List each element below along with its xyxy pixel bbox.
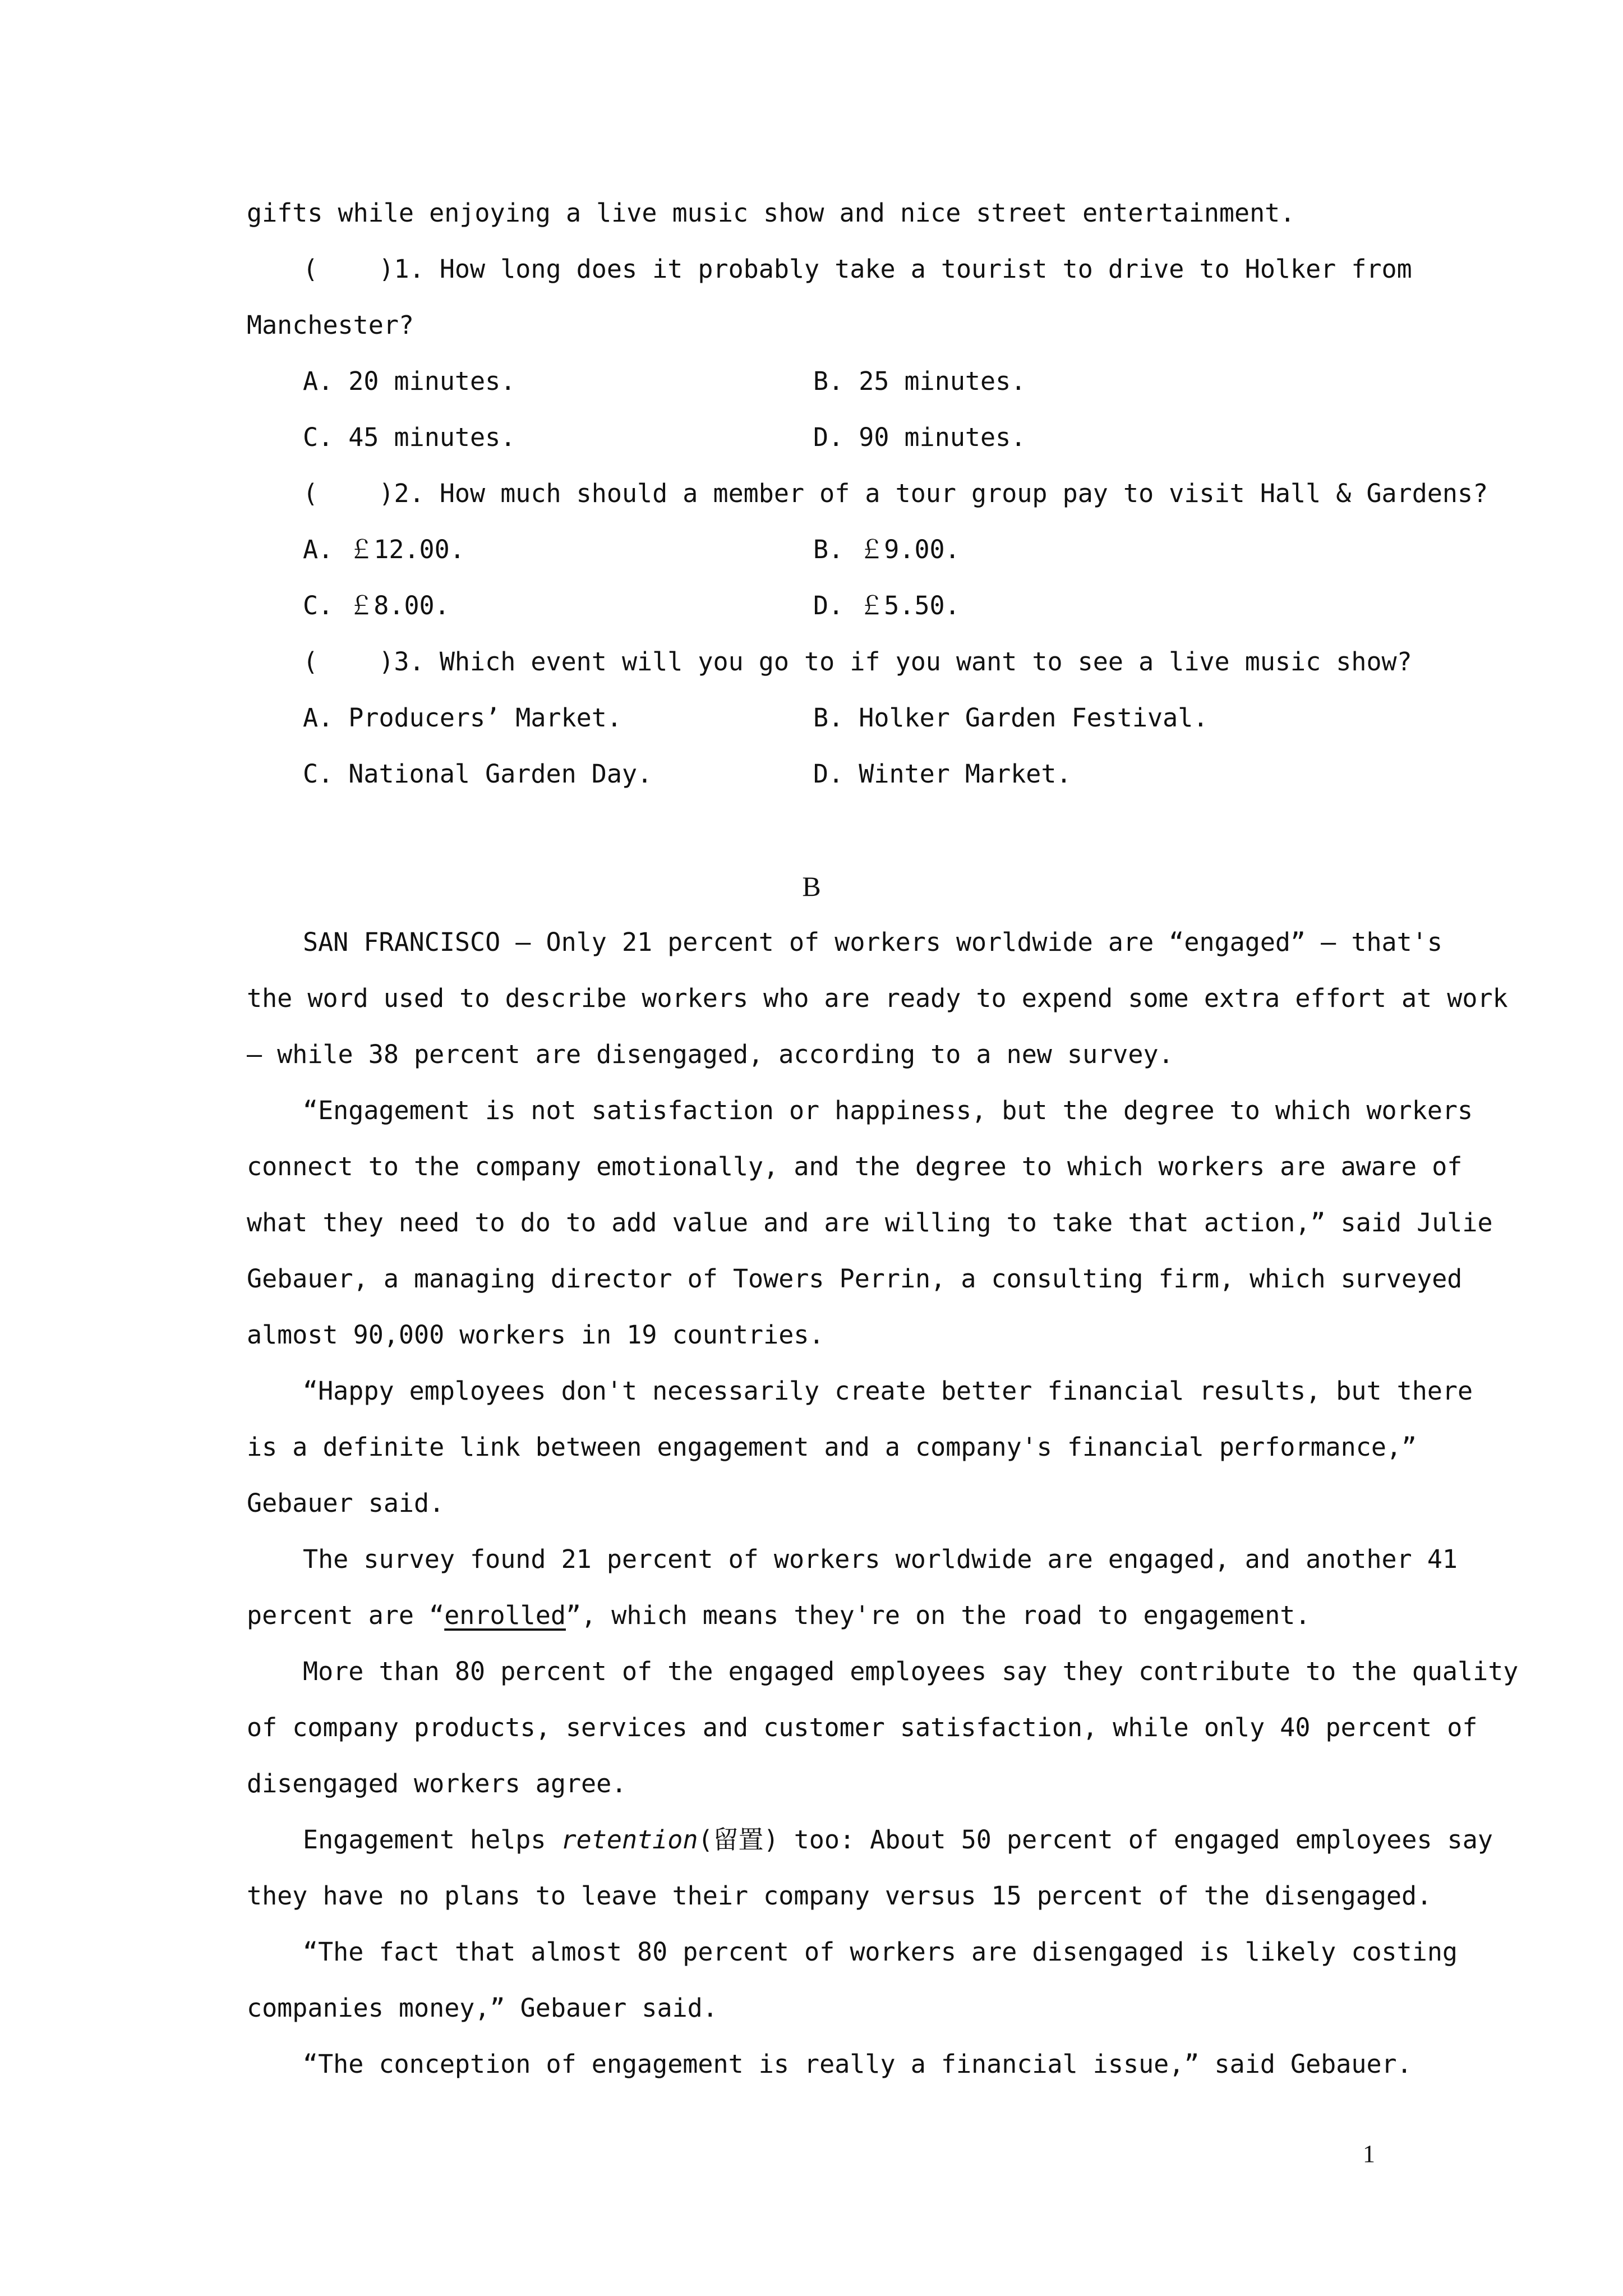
- passage-line: the word used to describe workers who are ready to expend some extra effort at work: [247, 983, 1508, 1013]
- passage-line: what they need to do to add value and are willing to take that action,” said Julie: [247, 1208, 1493, 1237]
- passage-line: The survey found 21 percent of workers worldwide are engaged, and another 41: [303, 1544, 1458, 1574]
- enrolled-after: ”, which means they're on the road to engagement.: [565, 1600, 1311, 1630]
- passage-line: Gebauer said.: [247, 1488, 445, 1518]
- q2-option-d: D. ￡5.50.: [813, 591, 960, 620]
- retention-after: (留置) too: About 50 percent of engaged employees say: [698, 1825, 1493, 1855]
- section-b-heading: B: [802, 871, 821, 902]
- page-number: 1: [1363, 2140, 1375, 2168]
- intro-line: gifts while enjoying a live music show and nice street entertainment.: [247, 198, 1295, 228]
- enrolled-underlined-word: enrolled: [444, 1600, 566, 1630]
- passage-line: More than 80 percent of the engaged employees say they contribute to the quality: [303, 1657, 1519, 1686]
- passage-line-retention: [303, 1823, 1493, 1857]
- q2-option-b: B. ￡9.00.: [813, 535, 960, 564]
- retention-before: Engagement helps: [303, 1825, 561, 1855]
- question-1-text: ( )1. How long does it probably take a tourist to drive to Holker from: [303, 254, 1412, 284]
- q1-option-a: A. 20 minutes.: [303, 366, 516, 396]
- enrolled-before: percent are “: [247, 1600, 445, 1630]
- question-2-text: ( )2. How much should a member of a tour group pay to visit Hall & Gardens?: [303, 478, 1488, 508]
- q1-option-b: B. 25 minutes.: [813, 366, 1026, 396]
- question-1-text-cont: Manchester?: [247, 310, 414, 340]
- passage-line: almost 90,000 workers in 19 countries.: [247, 1320, 824, 1350]
- passage-line: they have no plans to leave their company versus 15 percent of the disengaged.: [247, 1881, 1432, 1911]
- q3-option-d: D. Winter Market.: [813, 759, 1072, 789]
- question-3-text: ( )3. Which event will you go to if you want to see a live music show?: [303, 647, 1412, 677]
- passage-line: “Happy employees don't necessarily create better financial results, but there: [303, 1376, 1473, 1406]
- passage-line: connect to the company emotionally, and the degree to which workers are aware of: [247, 1152, 1463, 1181]
- passage-line: “Engagement is not satisfaction or happiness, but the degree to which workers: [303, 1096, 1473, 1125]
- q3-option-a: A. Producers’ Market.: [303, 703, 622, 733]
- passage-line: Gebauer, a managing director of Towers Perrin, a consulting firm, which surveyed: [247, 1264, 1463, 1294]
- q1-option-d: D. 90 minutes.: [813, 422, 1026, 452]
- passage-line: is a definite link between engagement and a company's financial performance,”: [247, 1432, 1417, 1462]
- passage-line: — while 38 percent are disengaged, according to a new survey.: [247, 1039, 1174, 1069]
- passage-line: disengaged workers agree.: [247, 1769, 627, 1798]
- passage-line: “The fact that almost 80 percent of workers are disengaged is likely costing: [303, 1937, 1458, 1967]
- passage-line: “The conception of engagement is really a financial issue,” said Gebauer.: [303, 2049, 1412, 2079]
- passage-line: SAN FRANCISCO — Only 21 percent of workers worldwide are “engaged” — that's: [303, 927, 1442, 957]
- q1-option-c: C. 45 minutes.: [303, 422, 516, 452]
- q2-option-a: A. ￡12.00.: [303, 535, 465, 564]
- q2-option-c: C. ￡8.00.: [303, 591, 450, 620]
- passage-line-enrolled: [247, 1599, 1310, 1632]
- passage-line: companies money,” Gebauer said.: [247, 1993, 718, 2023]
- q3-option-c: C. National Garden Day.: [303, 759, 653, 789]
- passage-line: of company products, services and customer satisfaction, while only 40 percent of: [247, 1713, 1478, 1742]
- retention-italic-word: retention: [561, 1825, 698, 1855]
- q3-option-b: B. Holker Garden Festival.: [813, 703, 1209, 733]
